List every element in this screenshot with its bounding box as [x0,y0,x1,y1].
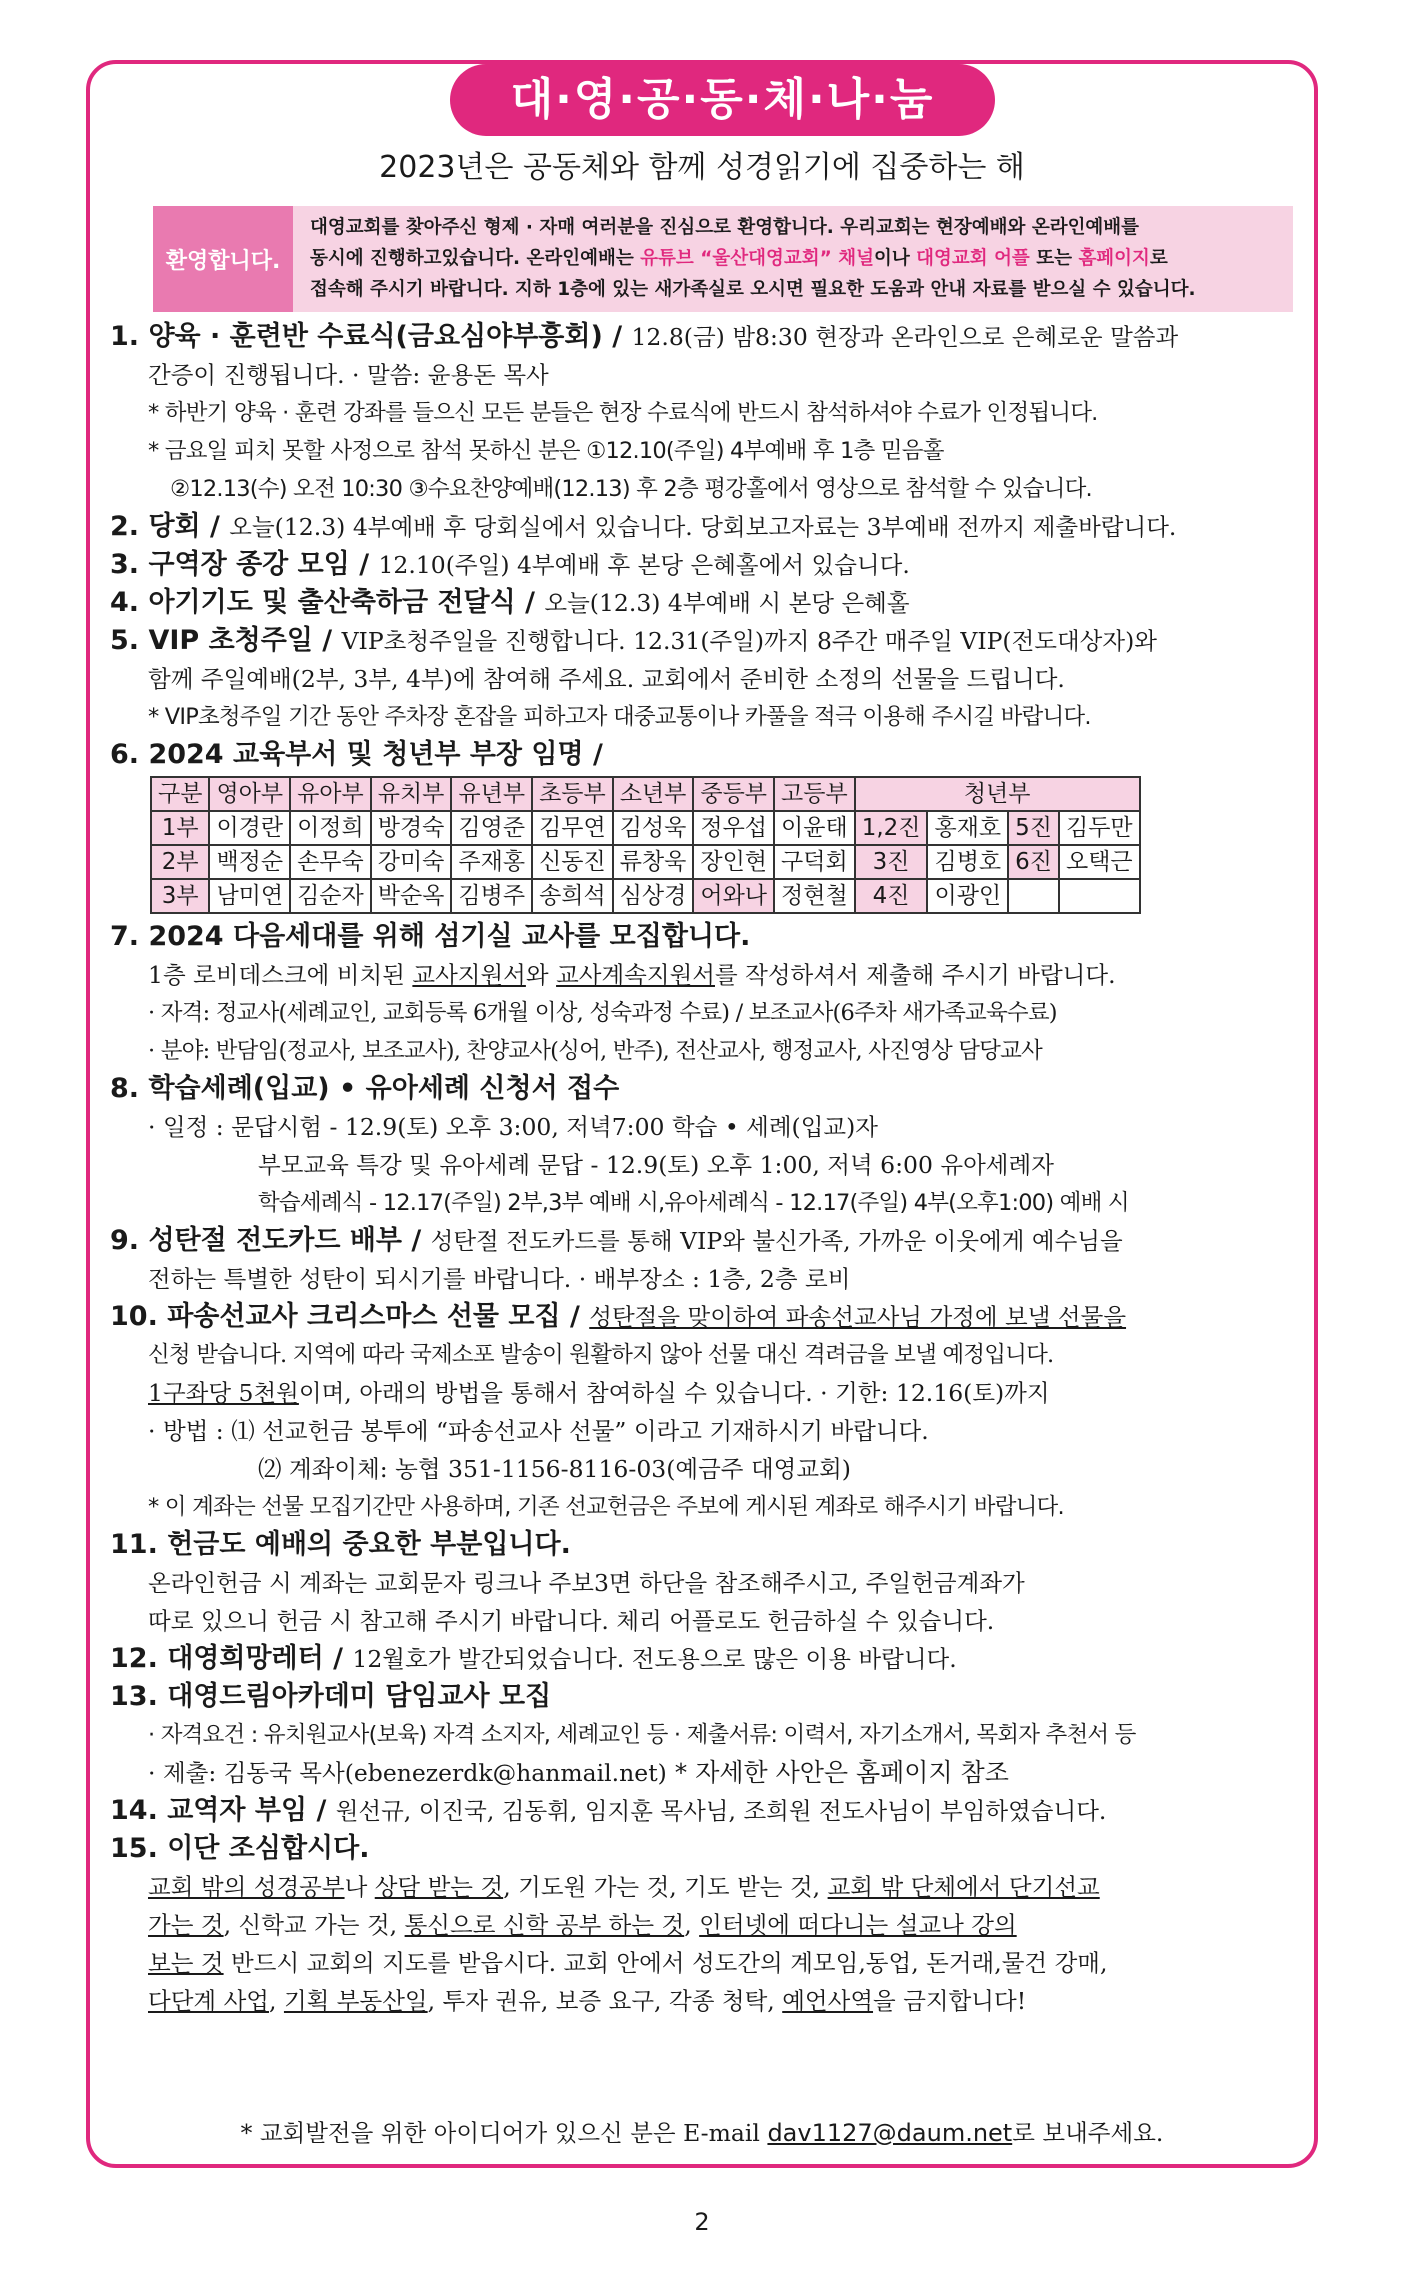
email-link[interactable]: dav1127@daum.net [767,2119,1013,2147]
announcement-1: 1. 양육 · 훈련반 수료식(금요심야부흥회) / 12.8(금) 밤8:30 현장과 온라인으로 은혜로운 말씀과 간증이 진행됩니다. · 말씀: 윤용돈 목사 * 하반기 양육 · 훈련 강좌를 들으신 모든 분들은 현장 수료식에 반드시 참석하셔야 수료가 인정됩니다. * 금요일 피치 못할 사정으로 참석 못하신 분은 ①12.10(주일) 4부예배 후 1층 믿음홀 ②12.13(수) 오전 10:30 ③수요찬양예배(12.13) 후 2층 평강홀에서 영상으로 참석할 수 있습니다. [110,321,1179,502]
homepage-link[interactable]: 홈페이지 [1078,248,1150,269]
table-row: 1부 이경란 이정희 방경숙 김영준 김무연 김성욱 정우섭 이윤태 1,2진 홍재호 5진 김두만 [151,811,1140,845]
welcome-label: 환영합니다. [153,206,293,312]
announcement-13: 13. 대영드림아카데미 담임교사 모집 · 자격요건 : 유치원교사(보육) 자격 소지자, 세례교인 등 · 제출서류: 이력서, 자기소개서, 목회자 추천서 등 · 제출: 김동국 목사(ebenezerdk@hanmail.net) * 자세한 사안은 홈페이지 참조 [110,1681,1136,1787]
staff-table [150,776,1141,914]
app-link[interactable]: 대영교회 어플 [916,248,1030,269]
announcement-3: 3. 구역장 종강 모임 / 12.10(주일) 4부예배 후 본당 은혜홀에서 있습니다. [110,549,910,580]
announcement-15: 15. 이단 조심합시다. 교회 밖의 성경공부나 상담 받는 것, 기도원 가는 것, 기도 받는 것, 교회 밖 단체에서 단기선교 가는 것, 신학교 가는 것, 통신으로 신학 공부 하는 것, 인터넷에 떠다니는 설교나 강의 보는 것 반드시 교회의 지도를 받읍시다. 교회 안에서 성도간의 계모임,동업, 돈거래,물건 강매, 다단계 사업, 기획 부동산일, 투자 권유, 보증 요구, 각종 청탁, 예언사역을 금지합니다! [110,1833,1108,2015]
announcement-7: 7. 2024 다음세대를 위해 섬기실 교사를 모집합니다. 1층 로비데스크에 비치된 교사지원서와 교사계속지원서를 작성하셔서 제출해 주시기 바랍니다. · 자격: 정교사(세례교인, 교회등록 6개월 이상, 성숙과정 수료) / 보조교사(6주차 새가족교육수료) · 분야: 반담임(정교사, 보조교사), 찬양교사(싱어, 반주), 전산교사, 행정교사, 사진영상 담당교사 [110,921,1116,1064]
table-header-row: 구분 영아부 유아부 유치부 유년부 초등부 소년부 중등부 고등부 청년부 [151,777,1140,811]
footer-note: * 교회발전을 위한 아이디어가 있으신 분은 E-mail dav1127@daum.net로 보내주세요. [240,2119,1164,2147]
announcement-5: 5. VIP 초청주일 / VIP초청주일을 진행합니다. 12.31(주일)까지 8주간 매주일 VIP(전도대상자)와 함께 주일예배(2부, 3부, 4부)에 참여해 주세요. 교회에서 준비한 소정의 선물을 드립니다. * VIP초청주일 기간 동안 주차장 혼잡을 피하고자 대중교통이나 카풀을 적극 이용해 주시길 바랍니다. [110,625,1157,730]
announcement-6: 6. 2024 교육부서 및 청년부 부장 임명 / 구분 영아부 유아부 유치부 유년부 초등부 소년부 중등부 고등부 청년부 1부 이경란 이정희 방경숙 김영준 김무연 김성욱 정우섭 이윤태 1,2진 홍재호 5진 김두만 2부 백정순 손무숙 강미숙 주재홍 신동진 류창욱 장인현 구덕회 3진 김병호 6진 오택근 3부 남미연 김순자 박순옥 김병주 송희석 심상경 어와나 정현철 4진 이광인 [110,736,1320,914]
page-title: 대·영·공·동·체·나·눔 [450,64,995,136]
announcement-10: 10. 파송선교사 크리스마스 선물 모집 / 성탄절을 맞이하여 파송선교사님 가정에 보낼 선물을 신청 받습니다. 지역에 따라 국제소포 발송이 원활하지 않아 선물 대신 격려금을 보낼 예정입니다. 1구좌당 5천원이며, 아래의 방법을 통해서 참여하실 수 있습니다. · 기한: 12.16(토)까지 · 방법 : ⑴ 선교헌금 봉투에 “파송선교사 선물” 이라고 기재하시기 바랍니다. ⑵ 계좌이체: 농협 351-1156-8116-03(예금주 대영교회) * 이 계좌는 선물 모집기간만 사용하며, 기존 선교헌금은 주보에 게시된 계좌로 해주시기 바랍니다. [110,1301,1127,1520]
announcement-14: 14. 교역자 부임 / 원선규, 이진국, 김동휘, 임지훈 목사님, 조희원 전도사님이 부임하였습니다. [110,1795,1107,1826]
page-number: 2 [694,2208,710,2236]
announcements [110,318,1320,2020]
announcement-12: 12. 대영희망레터 / 12월호가 발간되었습니다. 전도용으로 많은 이용 바랍니다. [110,1643,957,1674]
table-row: 3부 남미연 김순자 박순옥 김병주 송희석 심상경 어와나 정현철 4진 이광인 [151,879,1140,913]
announcement-4: 4. 아기기도 및 출산축하금 전달식 / 오늘(12.3) 4부예배 시 본당 은혜홀 [110,587,910,618]
announcement-11: 11. 헌금도 예배의 중요한 부분입니다. 온라인헌금 시 계좌는 교회문자 링크나 주보3면 하단을 참조해주시고, 주일헌금계좌가 따로 있으니 헌금 시 참고해 주시기 바랍니다. 체리 어플로도 헌금하실 수 있습니다. [110,1529,1025,1635]
welcome-box [153,206,1293,312]
page-subtitle: 2023년은 공동체와 함께 성경읽기에 집중하는 해 [379,150,1025,185]
table-row: 2부 백정순 손무숙 강미숙 주재홍 신동진 류창욱 장인현 구덕회 3진 김병호 6진 오택근 [151,845,1140,879]
announcement-2: 2. 당회 / 오늘(12.3) 4부예배 후 당회실에서 있습니다. 당회보고자료는 3부예배 전까지 제출바랍니다. [110,511,1177,542]
welcome-text: 대영교회를 찾아주신 형제 · 자매 여러분을 진심으로 환영합니다. 우리교회는 현장예배와 온라인예배를 동시에 진행하고있습니다. 온라인예배는 유튜브 “울산대영교회” 채널이나 대영교회 어플 또는 홈페이지로 접속해 주시기 바랍니다. 지하 1층에 있는 새가족실로 오시면 필요한 도움과 안내 자료를 받으실 수 있습니다. [310,217,1196,300]
youtube-link[interactable]: 유튜브 “울산대영교회” 채널 [640,248,874,269]
announcement-8: 8. 학습세례(입교) • 유아세례 신청서 접수 · 일정 : 문답시험 - 12.9(토) 오후 3:00, 저녁7:00 학습 • 세례(입교)자 부모교육 특강 및 유아세례 문답 - 12.9(토) 오후 1:00, 저녁 6:00 유아세례자 학습세례식 - 12.17(주일) 2부,3부 예배 시,유아세례식 - 12.17(주일) 4부(오후1:00) 예배 시 [110,1073,1129,1216]
announcement-9: 9. 성탄절 전도카드 배부 / 성탄절 전도카드를 통해 VIP와 불신가족, 가까운 이웃에게 예수님을 전하는 특별한 성탄이 되시기를 바랍니다. · 배부장소 : 1층, 2층 로비 [110,1225,1123,1293]
